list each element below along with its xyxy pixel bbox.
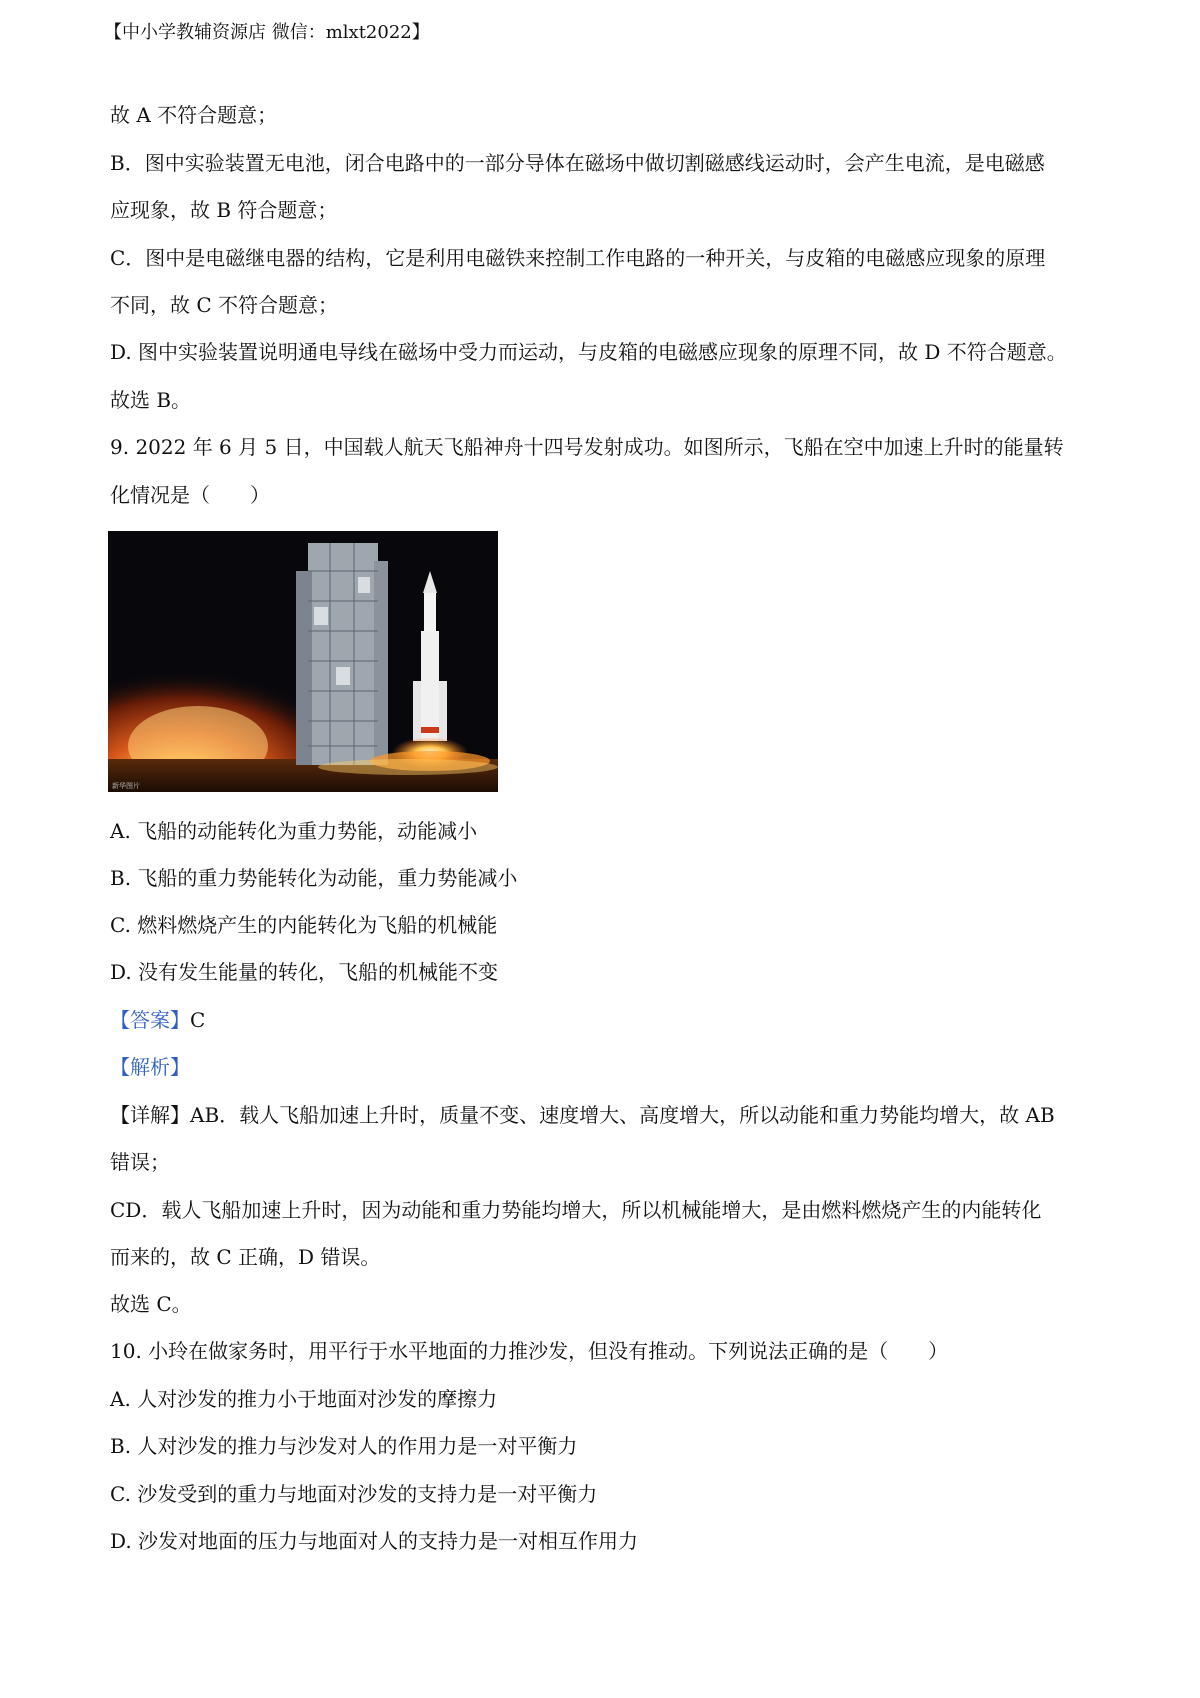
answer-tag: 【答案】 <box>110 1008 190 1032</box>
question-10-stem: 10. 小玲在做家务时，用平行于水平地面的力推沙发，但没有推动。下列说法正确的是（ ） <box>110 1339 949 1363</box>
photo-credit: 新华图片 <box>112 782 140 790</box>
explanation-choice: 故选 B。 <box>110 388 192 412</box>
page-header: 【中小学教辅资源店 微信：mlxt2022】 <box>104 22 430 43</box>
explanation-c-line: 不同，故 C 不符合题意； <box>110 293 339 317</box>
explanation-d-line: D. 图中实验装置说明通电导线在磁场中受力而运动，与皮箱的电磁感应现象的原理不同，故 D 不符合题意。 <box>110 340 1067 364</box>
answer-line <box>110 1010 205 1030</box>
explanation-line: 故 A 不符合题意； <box>110 103 278 127</box>
answer-value: C <box>190 1008 206 1032</box>
question-9-choice: 故选 C。 <box>110 1292 192 1316</box>
question-9-stem: 9. 2022 年 6 月 5 日，中国载人航天飞船神舟十四号发射成功。如图所示，飞船在空中加速上升时的能量转 <box>110 435 1064 459</box>
question-9-option-b: B. 飞船的重力势能转化为动能，重力势能减小 <box>110 866 518 890</box>
detail-line: 错误； <box>110 1150 170 1174</box>
detail-line: 而来的，故 C 正确，D 错误。 <box>110 1245 381 1269</box>
explanation-c-line: C．图中是电磁继电器的结构，它是利用电磁铁来控制工作电路的一种开关，与皮箱的电磁感应现象的原理 <box>110 246 1046 270</box>
rocket-launch-photo <box>108 531 498 792</box>
question-10-option-b: B. 人对沙发的推力与沙发对人的作用力是一对平衡力 <box>110 1434 578 1458</box>
question-9-option-c: C. 燃料燃烧产生的内能转化为飞船的机械能 <box>110 913 498 937</box>
question-10-option-c: C. 沙发受到的重力与地面对沙发的支持力是一对平衡力 <box>110 1482 598 1506</box>
question-9-option-a: A. 飞船的动能转化为重力势能，动能减小 <box>110 819 478 843</box>
question-10-option-a: A. 人对沙发的推力小于地面对沙发的摩擦力 <box>110 1387 498 1411</box>
question-9-option-d: D. 没有发生能量的转化，飞船的机械能不变 <box>110 960 499 984</box>
question-9-stem: 化情况是（ ） <box>110 483 270 507</box>
explanation-b-line: B．图中实验装置无电池，闭合电路中的一部分导体在磁场中做切割磁感线运动时，会产生电流，是电磁感 <box>110 151 1045 175</box>
detail-line: 【详解】AB．载人飞船加速上升时，质量不变、速度增大、高度增大，所以动能和重力势能均增大，故 AB <box>110 1103 1055 1127</box>
explanation-b-line: 应现象，故 B 符合题意； <box>110 198 338 222</box>
detail-line: CD．载人飞船加速上升时，因为动能和重力势能均增大，所以机械能增大，是由燃料燃烧产生的内能转化 <box>110 1198 1042 1222</box>
analysis-tag: 【解析】 <box>110 1055 190 1079</box>
question-10-option-d: D. 沙发对地面的压力与地面对人的支持力是一对相互作用力 <box>110 1529 639 1553</box>
